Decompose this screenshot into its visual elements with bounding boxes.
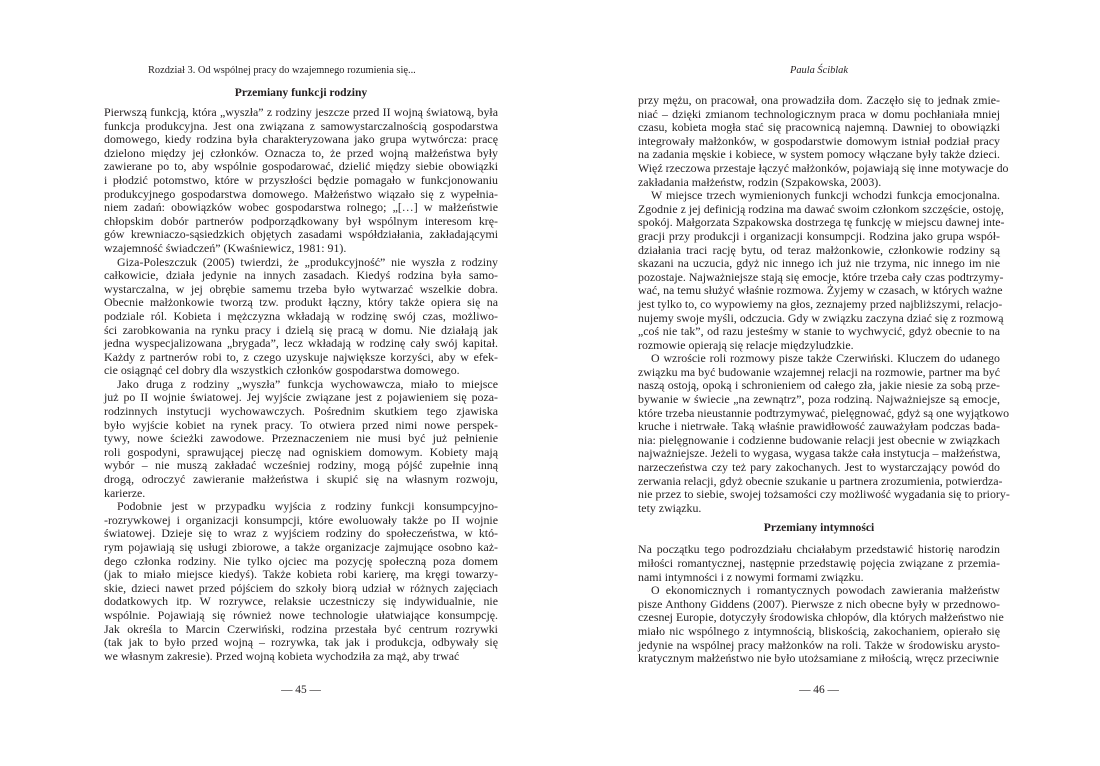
text-line: cie osiągnąć cel dobry dla wszystkich członków gospodarstwa domowego. bbox=[104, 363, 460, 378]
text-line: Giza-Poleszczuk (2005) twierdzi, że „produkcyjność” nie wyszła z rodziny bbox=[117, 254, 498, 269]
text-block bbox=[638, 93, 1010, 515]
text-line: we własnym zakresie). Przed wojną kobieta wychodziła za mąż, aby trwać bbox=[104, 648, 460, 663]
text-line: rodzinnych instytucji wychowawczych. Pośrednim skutkiem tego zjawiska bbox=[104, 404, 498, 419]
text-line: pozostaje. Najważniejsze stają się emocje, które trzeba cały czas podtrzymy- bbox=[638, 269, 1004, 284]
text-line: nujemy swoje myśli, odczucia. Gdy w związku zaczyna dziać się z rozmową bbox=[638, 310, 1004, 325]
text-line: Zgodnie z jej definicją rodzina ma dawać swoim członkom szczęście, ostoję, bbox=[638, 201, 1004, 216]
text-line: Każdy z partnerów robi to, z czego uzyskuje największe korzyści, aby w efek- bbox=[104, 349, 498, 364]
text-line: skazani na uczucia, gdyż nic innego ich już nie trzyma, nic innego im nie bbox=[638, 256, 1000, 271]
text-line: niać – dzięki zmianom technologicznym praca w domu pochłaniała mniej bbox=[638, 106, 1000, 121]
text-line: Podobnie jest w przypadku wyjścia z rodziny funkcji konsumpcyjno- bbox=[117, 499, 498, 514]
text-block bbox=[638, 542, 1004, 666]
text-line: jedna wyspecjalizowana „brygada”, lecz wkładają w rodzinę cały swój kapitał. bbox=[104, 336, 498, 351]
text-line: wystarczalna, w jej obrębie samemu trzeba było wytwarzać wszelkie dobra. bbox=[104, 281, 498, 296]
text-line: produkcyjnego gospodarstwa domowego. Małżeństwo wiązało się z wypełnia- bbox=[104, 186, 498, 201]
text-line: gów krewniaczo-sąsiedzkich objętych zasadami współdziałania, zakładającymi bbox=[104, 227, 498, 242]
text-line: rym pojawiają się usługi zbiorowe, a także organizacje zajmujące osobno każ- bbox=[104, 540, 498, 554]
text-line: O ekonomicznych i romantycznych powodach zawierania małżeństw bbox=[651, 583, 1000, 598]
section-heading: Przemiany funkcji rodziny bbox=[234, 86, 368, 99]
text-line: podziale ról. Kobieta i mężczyzna wkładają w rodzinę swój czas, możliwo- bbox=[104, 308, 498, 323]
text-line: integrowały małżonków, w gospodarstwie domowym istniał podział pracy bbox=[638, 133, 1000, 148]
text-line: gracji przy produkcji i organizacji konsumpcji. Rodzina jako grupa współ- bbox=[638, 228, 1000, 243]
section-heading: Przemiany intymności bbox=[763, 521, 875, 535]
text-line: Jako druga z rodziny „wyszła” funkcja wychowawcza, miało to miejsce bbox=[117, 376, 498, 391]
text-line: światowej. Dzieje się to wraz z wyjściem rodziny do społeczeństwa, w któ- bbox=[104, 526, 498, 541]
text-line: nia: pielęgnowanie i codzienne budowanie relacji jest obecnie w związkach bbox=[638, 432, 1000, 447]
text-line: zerwania relacji, gdyż obecnie szukanie u partnera zrozumienia, potwierdza- bbox=[638, 473, 1003, 488]
text-line: roli gospodyni, sprawującej pieczę nad ogniskiem domowym. Kobiety mają bbox=[104, 444, 498, 459]
text-line: dego członka rodziny. Nie tylko ojciec ma pozycję społeczną poza domem bbox=[104, 553, 498, 568]
text-line: tety związku. bbox=[638, 500, 702, 515]
left-page bbox=[104, 0, 498, 766]
page-body bbox=[638, 93, 1010, 666]
text-line: które trzeba nieustannie podtrzymywać, pielęgnować, gdyż są one wyjątkowo bbox=[638, 405, 1010, 420]
text-line: na zadania męskie i kobiece, w system pomocy włączane były także dzieci. bbox=[638, 147, 1000, 162]
text-line: dodatkowych itp. W rozrywce, relaksie uczestniczy się indywidualnie, nie bbox=[104, 594, 498, 609]
text-line: czesnej Europie, dotyczyły środowiska chłopów, dla których małżeństwo nie bbox=[638, 610, 1004, 625]
text-line: kruche i nietrwałe. Taką właśnie prawidłowość zauważyłam podczas bada- bbox=[638, 419, 1000, 434]
text-line: nie przez to siebie, swojej tożsamości czy możliwość wygadania się to priory- bbox=[638, 487, 1010, 502]
text-line: całkowicie, działa jedynie na innych zasadach. Kiedyś rodzina była samo- bbox=[104, 268, 498, 283]
text-line: czasu, kobieta mogła stać się pracownicą najemną. Dawniej to obowiązki bbox=[638, 120, 1000, 135]
text-line: było wyjście kobiet na rynek pracy. To otwiera przed nimi nowe perspek- bbox=[104, 417, 498, 432]
text-line: wać, na temu służyć właśnie rozmowa. Żyjemy w czasach, w których ważne bbox=[638, 283, 1003, 298]
text-line: Jak określa to Marcin Czerwiński, rodzina przestała być centrum rozrywki bbox=[104, 621, 498, 636]
text-line: Obecnie małżonkowie tworzą tzw. produkt łączny, który także opiera się na bbox=[104, 295, 498, 310]
text-line: domowego, kiedy rodzina była charakteryzowana jako grupa wytwórcza: pracę bbox=[104, 132, 498, 147]
text-line: dzielono między jej członków. Oznacza to, że przed wojną małżeństwa były bbox=[104, 145, 498, 160]
text-line: niem zadań: obowiązków wobec gospodarstwa rolnego; „[…] w małżeństwie bbox=[104, 200, 498, 215]
text-line: naszą ostoją, opoką i schronieniem od całego zła, jakie niesie za sobą prze- bbox=[638, 378, 1000, 393]
text-line: drogą, odroczyć zawieranie małżeństwa i skupić się na własnym rozwoju, bbox=[104, 472, 498, 487]
text-line: zawierane po to, aby wspólnie gospodarować, dzielić między siebie obowiązki bbox=[104, 159, 498, 174]
text-line: W miejsce trzech wymienionych funkcji wchodzi funkcja emocjonalna. bbox=[651, 188, 1000, 203]
text-line: ści zarobkowania na rynku pracy i dzielą się pracą w domu. Nie działają jak bbox=[104, 322, 498, 337]
text-line: nami intymności i z nowymi formami związku. bbox=[638, 569, 864, 584]
text-line: Więź rzeczowa przestaje łączyć małżonków, pojawiają się inne motywacje do bbox=[638, 160, 1009, 175]
text-line: kratycznym małżeństwo nie było utożsamiane z miłością, wręcz przeciwnie bbox=[638, 651, 999, 666]
text-line: „coś nie tak”, od razu jesteśmy w stanie to wychwycić, gdyż obecnie to na bbox=[638, 324, 1000, 339]
text-line: działania traci rację bytu, od teraz małżonkowie, członkowie rodziny są bbox=[638, 242, 1000, 257]
text-line: bywanie w świecie „na zewnątrz”, poza rodziną. Najważniejsze są emocje, bbox=[638, 392, 1000, 407]
text-line: rozmowie opierają się relacje międzyludzkie. bbox=[638, 337, 854, 352]
text-line: miłości romantycznej, następnie przedstawię pojęcia związane z przemia- bbox=[638, 556, 1000, 570]
text-line: Pierwszą funkcją, która „wyszła” z rodziny jeszcze przed II wojną światową, była bbox=[104, 105, 498, 119]
text-line: wspólnie. Pojawiają się również nowe technologie ułatwiające konsumpcję. bbox=[104, 607, 498, 622]
text-line: O wzroście roli rozmowy pisze także Czerwiński. Kluczem do udanego bbox=[651, 351, 1000, 366]
text-line: funkcja produkcyjna. Jest ona związana z samowystarczalnością gospodarstwa bbox=[104, 118, 498, 133]
page-body bbox=[104, 86, 498, 663]
text-block bbox=[104, 106, 498, 663]
text-line: pisze Anthony Giddens (2007). Pierwsze z nich obecne były w przednowo- bbox=[638, 596, 1000, 611]
text-line: Na początku tego podrozdziału chciałabym przedstawić historię narodzin bbox=[638, 542, 1000, 557]
text-line: już po II wojnie światowej. Jej wyjście związane jest z pojawieniem się poza- bbox=[104, 390, 498, 405]
text-line: przy mężu, on pracował, ona prowadziła dom. Zaczęło się to jednak zmie- bbox=[638, 93, 1000, 107]
text-line: skie, dzieci nawet przed pójściem do szkoły biorą udział w różnych zajęciach bbox=[104, 580, 498, 595]
text-line: tywy, nowe ścieżki zawodowe. Przeznaczeniem nie musi być już pełnienie bbox=[104, 431, 498, 446]
running-head: Paula Ściblak bbox=[789, 65, 848, 76]
text-line: karierze. bbox=[104, 485, 146, 500]
text-line: (tak jak to było przed wojną – rozrywka, tak jak i produkcja, odbywały się bbox=[104, 635, 498, 650]
text-line: wybór – nie muszą zakładać wcześniej rodziny, mogą pójść zupełnie inną bbox=[104, 458, 498, 473]
text-line: najważniejsze. Jeżeli to wygasa, wygasa także cała instytucja – małżeństwa, bbox=[638, 446, 1001, 461]
text-line: -rozrywkowej i organizacji konsumpcji, które ewoluowały także po II wojnie bbox=[104, 512, 498, 527]
text-line: jest tylko to, co wypowiemy na głos, zeznajemy przed najbliższymi, relacjo- bbox=[638, 296, 1003, 311]
text-line: i płodzić potomstwo, które w przyszłości będzie pomagało w funkcjonowaniu bbox=[104, 172, 498, 187]
text-line: narzeczeństwa czy też pary zakochanych. Jest to wystarczający powód do bbox=[638, 460, 1000, 475]
text-line: miało nic wspólnego z intymnością, bliskością, zakochaniem, opierało się bbox=[638, 623, 1000, 638]
running-head: Rozdział 3. Od wspólnej pracy do wzajemnego rozumienia się... bbox=[148, 65, 416, 76]
right-page bbox=[638, 0, 1010, 766]
text-line: jedynie na wspólnej pracy małżonków na roli. Także w środowisku arysto- bbox=[638, 637, 1000, 652]
page-number: — 45 — bbox=[281, 684, 321, 696]
text-line: wzajemność świadczeń” (Kwaśniewicz, 1981: 91). bbox=[104, 240, 347, 255]
text-line: związku ma być budowanie wzajemnej relacji na rozmowie, partner ma być bbox=[638, 364, 1000, 379]
text-line: zakładania małżeństw, rodzin (Szpakowska, 2003). bbox=[638, 174, 882, 189]
page-number: — 46 — bbox=[799, 684, 839, 696]
text-line: spokój. Małgorzata Szpakowska dostrzega tę funkcję w miejscu dawnej inte- bbox=[638, 215, 1005, 230]
text-line: (jak to miało miejsce kiedyś). Także kobieta robi karierę, ma kręgi towarzy- bbox=[104, 567, 498, 582]
text-line: chłopskim dobór partnerów podporządkowany był wspólnym interesom krę- bbox=[104, 213, 498, 228]
